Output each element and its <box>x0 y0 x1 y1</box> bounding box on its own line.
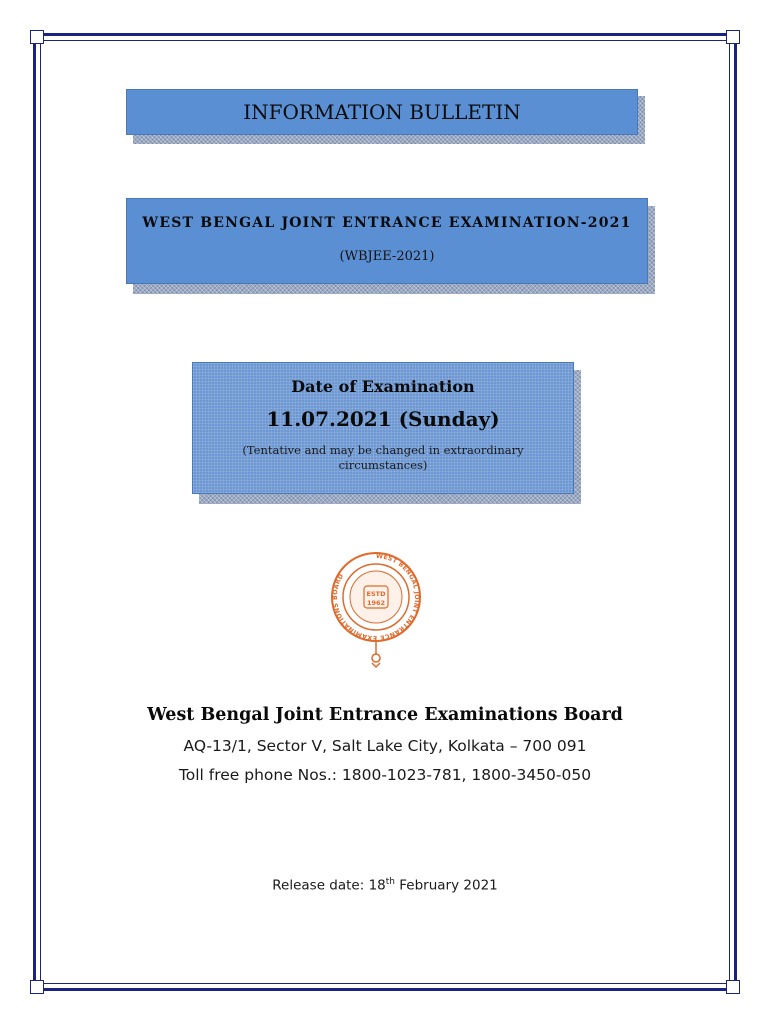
release-date-suffix: February 2021 <box>394 877 498 894</box>
exam-date-label: Date of Examination <box>291 377 475 396</box>
bulletin-title: INFORMATION BULLETIN <box>126 89 638 135</box>
release-date <box>0 877 770 894</box>
border-corner-top-right <box>726 30 740 44</box>
logo-estd-year: 1962 <box>366 599 386 607</box>
border-corner-bottom-right <box>726 980 740 994</box>
exam-date-box <box>192 362 574 494</box>
exam-short-name: (WBJEE-2021) <box>339 249 435 264</box>
logo-ring-text: WEST BENGAL JOINT ENTRANCE EXAMINATIONS BOARD <box>331 552 420 642</box>
board-name: West Bengal Joint Entrance Examinations Board <box>147 705 623 725</box>
release-date-ordinal: th <box>385 877 395 887</box>
exam-name-box <box>126 198 648 284</box>
border-corner-bottom-left <box>30 980 44 994</box>
border-corner-top-left <box>30 30 44 44</box>
exam-date-note: (Tentative and may be changed in extraordinary circumstances) <box>242 443 524 472</box>
board-phone: Toll free phone Nos.: 1800-1023-781, 1800-3450-050 <box>178 766 592 784</box>
exam-date: 11.07.2021 (Sunday) <box>266 407 500 431</box>
release-date-prefix: Release date: 18 <box>272 877 386 894</box>
board-address: AQ-13/1, Sector V, Salt Lake City, Kolkata – 700 091 <box>183 737 587 755</box>
wbjeeb-seal-logo-icon <box>329 550 423 670</box>
exam-name: WEST BENGAL JOINT ENTRANCE EXAMINATION-2021 <box>142 215 632 231</box>
logo-estd-label: ESTD <box>366 590 386 598</box>
page-border-inner <box>40 40 730 984</box>
